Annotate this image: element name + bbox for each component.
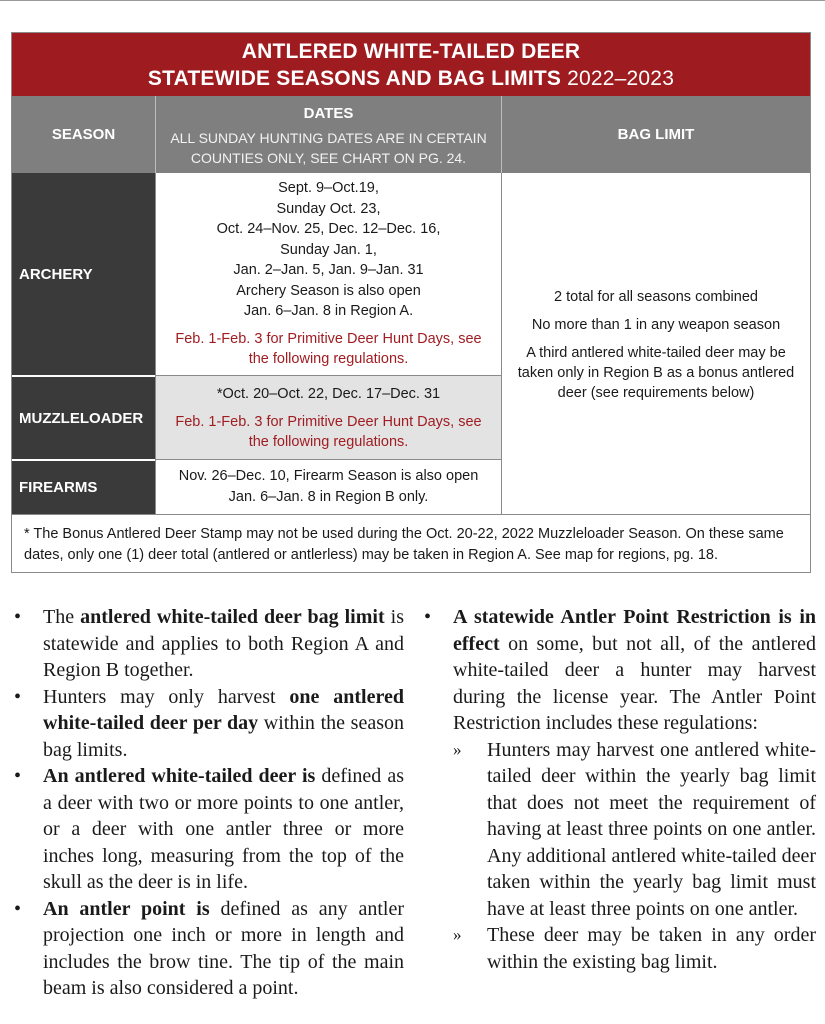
date-line: Sunday Oct. 23, [276,200,381,217]
bullet-text: on some, but not all, of the antlered white-tailed deer a hunter may harvest during the license year. The Antler Point Restriction includes these regulations: [453,632,816,734]
bag-limit-bonus: A third antlered white-tailed deer may be taken only in Region B as a bonus antlered deer (see requirements below) [517,345,795,401]
header-season [12,96,155,173]
date-line: Sept. 9–Oct.19, [278,180,379,196]
bullet-icon: • [14,606,22,628]
sub-list-item [424,737,816,923]
bullet-icon: • [14,897,22,920]
season-label: ARCHERY [19,265,93,283]
bag-limit-per-season: No more than 1 in any weapon season [531,317,781,333]
header-dates [155,96,502,173]
bullet-text: defined as any antler projection one inch or more in length and includes the brow tine. The tip of the main beam is also considered a point. [43,897,404,999]
date-line: Nov. 26–Dec. 10, Firearm Season is also open [178,468,479,484]
bullet-text: defined as a deer with two or more points to one antler, or a deer with one antler three or more inches long, measuring from the top of the skull as the deer is in life. [43,765,404,893]
season-archery [12,173,155,375]
left-column [14,604,404,1002]
right-column [424,604,816,975]
list-item [14,604,404,684]
dates-muzzleloader [155,375,502,459]
bullet-bold-text: A statewide Antler Point Restriction is in effect [453,606,816,655]
header-season-label: SEASON [51,126,116,143]
bullet-bold-text: An antlered white-tailed deer is [43,765,316,787]
header-bag-limit [502,96,810,173]
title-year: 2022–2023 [567,67,675,90]
bullet-icon: • [424,606,432,628]
title-line-1: ANTLERED WHITE-TAILED DEER [241,40,581,63]
list-item [14,763,404,896]
season-muzzleloader [12,375,155,459]
seasons-table [11,32,811,573]
date-line: Oct. 24–Nov. 25, Dec. 12–Dec. 16, [216,221,441,237]
bag-limit-cell [502,173,810,514]
dates-note-line-1: ALL SUNDAY HUNTING DATES ARE IN CERTAIN [170,130,487,146]
bullet-text: Hunters may only harvest [43,685,290,708]
season-firearms [12,459,155,514]
date-line: Jan. 6–Jan. 8 in Region A. [243,303,414,319]
bullet-bold-text: An antler point is [43,897,210,920]
table-footnote: * The Bonus Antlered Deer Stamp may not be used during the Oct. 20-22, 2022 Muzzleloader Season. On these same dates, only one (1) deer total (antlered or antlerless) may be taken in Region A. See map for regions, pg. 18. [12,514,810,572]
date-line: Jan. 2–Jan. 5, Jan. 9–Jan. 31 [233,262,424,278]
date-line: *Oct. 20–Oct. 22, Dec. 17–Dec. 31 [216,386,441,402]
season-label: FIREARMS [19,479,98,496]
sub-bullet-text: Hunters may harvest one antlered white-tailed deer within the yearly bag limit that does not meet the requirement of having at least three points on one antler. Any additional antlered white-tailed deer taken within the yearly bag limit must have at least three points on one antler. [487,738,816,920]
bullet-text: The [43,606,81,628]
sub-bullet-icon: » [453,739,462,759]
primitive-hunt-note: Feb. 1-Feb. 3 for Primitive Deer Hunt Days, see [175,413,482,430]
primitive-hunt-note: the following regulations. [248,351,409,367]
header-dates-note [170,128,487,168]
header-dates-label: DATES [303,105,354,122]
date-line: Archery Season is also open [236,282,421,299]
bullet-text: is statewide and applies to both Region A and Region B together. [43,606,405,681]
sub-list-item [424,922,816,975]
date-line: Sunday Jan. 1, [280,241,377,258]
date-line: Jan. 6–Jan. 8 in Region B only. [228,488,429,505]
list-item [14,684,404,764]
bullet-bold-text: one antlered white-tailed deer per day [43,685,404,734]
primitive-hunt-note: Feb. 1-Feb. 3 for Primitive Deer Hunt Days, see [175,330,482,347]
title-text: STATEWIDE SEASONS AND BAG LIMITS [147,67,562,90]
header-bag-limit-label: BAG LIMIT [617,126,695,143]
dates-note-line-2: COUNTIES ONLY, SEE CHART ON PG. 24. [190,150,467,166]
list-item [424,604,816,737]
table-title [12,33,810,96]
list-item [14,896,404,1002]
bag-limit-total: 2 total for all seasons combined [554,289,758,305]
bullet-text: within the season bag limits. [43,712,404,761]
dates-archery [155,173,502,375]
title-line-2 [12,67,810,91]
top-rule [0,0,825,1]
sub-bullet-text: These deer may be taken in any order within the existing bag limit. [487,924,816,973]
bullet-bold-text: antlered white-tailed deer bag limit [80,606,385,628]
bullet-icon: • [14,765,22,787]
sub-bullet-icon: » [453,925,462,944]
bullet-icon: • [14,685,22,708]
primitive-hunt-note: the following regulations. [248,434,409,450]
dates-firearms [155,459,502,514]
season-label: MUZZLELOADER [19,409,144,427]
